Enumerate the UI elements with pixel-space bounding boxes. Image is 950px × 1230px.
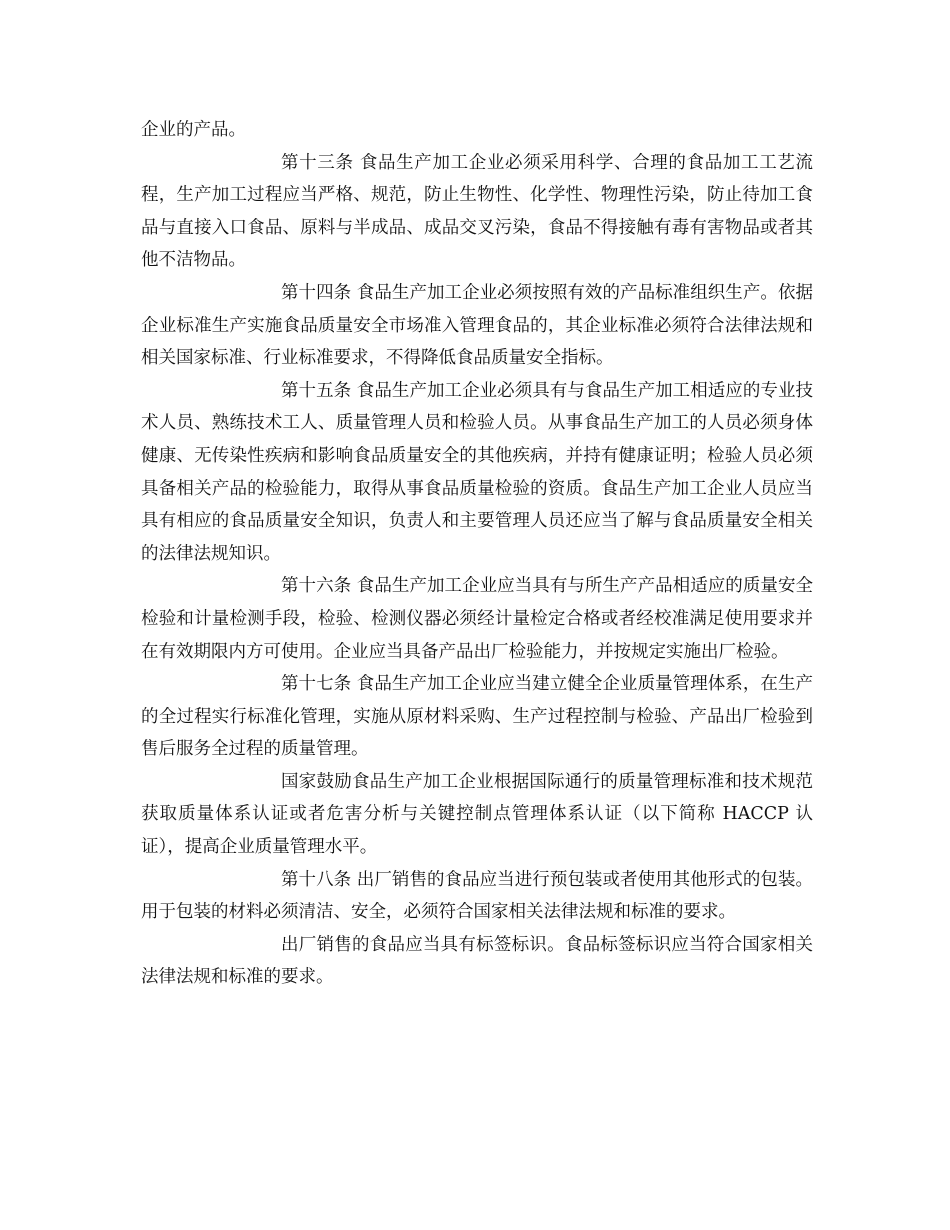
paragraph-article-15: 第十五条 食品生产加工企业必须具有与食品生产加工相适应的专业技术人员、熟练技术工人、质量管理人员和检验人员。从事食品生产加工的人员必须身体健康、无传染性疾病和影响食品质量安全的其他疾病，并持有健康证明；检验人员必须具备相关产品的检验能力，取得从事食品质量检验的资质。食品生产加工企业人员应当具有相应的食品质量安全知识，负责人和主要管理人员还应当了解与食品质量安全相关的法律法规知识。	[141, 380, 813, 564]
paragraph-article-17: 第十七条 食品生产加工企业应当建立健全企业质量管理体系，在生产的全过程实行标准化管理，实施从原材料采购、生产过程控制与检验、产品出厂检验到售后服务全过程的质量管理。	[141, 674, 813, 760]
paragraph-continuation: 企业的产品。	[141, 120, 246, 140]
paragraph-haccp-encouragement: 国家鼓励食品生产加工企业根据国际通行的质量管理标准和技术规范获取质量体系认证或者危害分析与关键控制点管理体系认证（以下简称 HACCP 认证），提高企业质量管理水平。	[141, 771, 813, 858]
paragraph-article-14: 第十四条 食品生产加工企业必须按照有效的产品标准组织生产。依据企业标准生产实施食品质量安全市场准入管理食品的，其企业标准必须符合法律法规和相关国家标准、行业标准要求，不得降低食品质量安全指标。	[141, 282, 813, 369]
paragraph-article-13: 第十三条 食品生产加工企业必须采用科学、合理的食品加工工艺流程，生产加工过程应当严格、规范，防止生物性、化学性、物理性污染，防止待加工食品与直接入口食品、原料与半成品、成品交叉污染，食品不得接触有毒有害物品或者其他不洁物品。	[141, 152, 813, 271]
document-body	[141, 114, 813, 994]
paragraph-article-16: 第十六条 食品生产加工企业应当具有与所生产产品相适应的质量安全检验和计量检测手段，检验、检测仪器必须经计量检定合格或者经校准满足使用要求并在有效期限内方可使用。企业应当具备产品出厂检验能力，并按规定实施出厂检验。	[141, 576, 813, 662]
paragraph-article-18: 第十八条 出厂销售的食品应当进行预包装或者使用其他形式的包装。用于包装的材料必须清洁、安全，必须符合国家相关法律法规和标准的要求。	[141, 869, 813, 923]
paragraph-labeling: 出厂销售的食品应当具有标签标识。食品标签标识应当符合国家相关法律法规和标准的要求。	[141, 934, 813, 988]
